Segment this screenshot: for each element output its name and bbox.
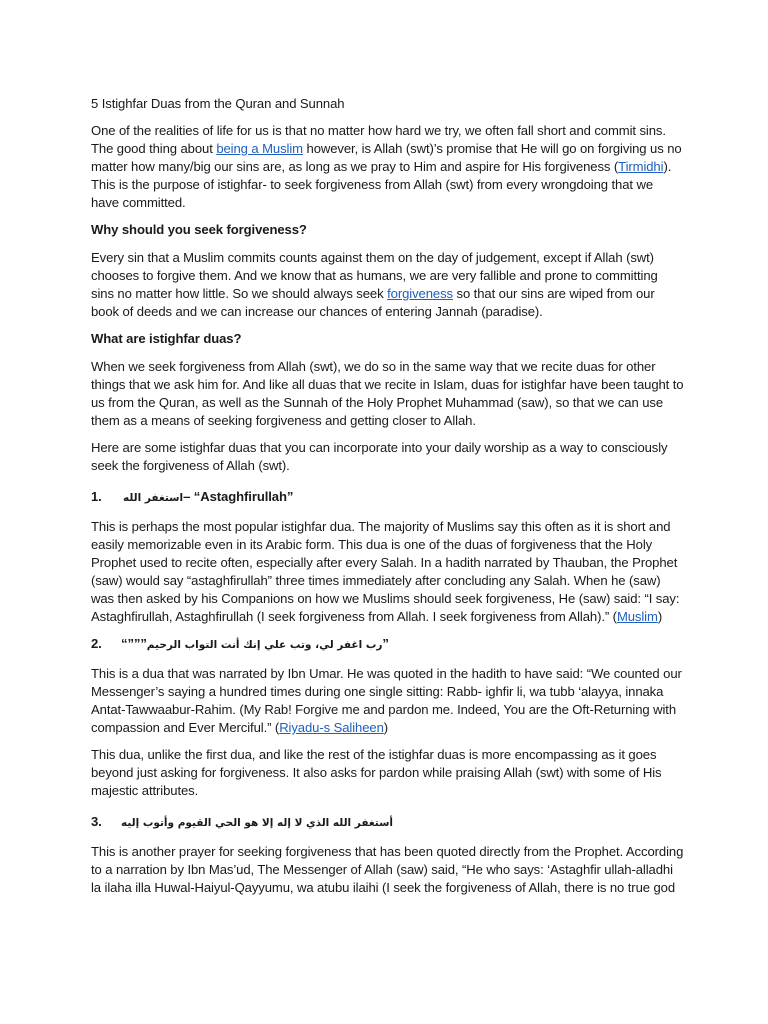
dua-1-arabic: استغفر الله [123, 492, 184, 504]
intro-paragraph [91, 122, 684, 212]
dua-3-paragraph: This is another prayer for seeking forgiveness that has been quoted directly from the Prophet. According to a narration by Ibn Mas’ud, The Messenger of Allah (saw) said, “He who says: ‘Astaghfir ullah-alladhi la ilaha illa Huwal-Haiyul-Qayyumu, wa atubu ilaihi (I seek the forgiveness of Allah, there is no true god [91, 844, 684, 895]
forgiveness-link[interactable]: forgiveness [387, 286, 453, 301]
dua-3-number: 3. [91, 814, 102, 829]
dua-2-paragraph-2: This dua, unlike the first dua, and like the rest of the istighfar duas is more encompassing as it goes beyond just asking for forgiveness. It also asks for pardon while praising Allah (swt) with some of His majestic attributes. [91, 747, 662, 798]
dua-2-heading [91, 635, 684, 654]
being-a-muslim-link[interactable]: being a Muslim [216, 141, 303, 156]
why-text-2: so that our sins are wiped from our book of deeds and we can increase our chances of entering Jannah (paradise). [91, 286, 655, 319]
intro-text-3: ). This is the purpose of istighfar- to seek forgiveness from Allah (swt) from every wrongdoing that we have committed. [91, 159, 672, 210]
riyadu-s-saliheen-link[interactable]: Riyadu-s Saliheen [279, 720, 384, 735]
what-heading: What are istighfar duas? [91, 331, 242, 346]
dua-3-heading [91, 813, 684, 832]
intro-text-2: however, is Allah (swt)’s promise that He will go on forgiving us no matter how many/big our sins are, as long as we pray to Him and aspire for His forgiveness ( [91, 141, 682, 174]
muslim-link[interactable]: Muslim [616, 609, 658, 624]
dua-2-arabic: رب اغفر لي، وتب علي إنك أنت التواب الرحيم [146, 639, 383, 651]
dua-2-quotes: “””” [121, 636, 147, 651]
dua-2-number: 2. [91, 636, 102, 651]
dua-1-heading [91, 488, 684, 507]
why-heading: Why should you seek forgiveness? [91, 222, 307, 237]
dua-1-latin: – “Astaghfirullah” [183, 489, 294, 504]
dua-1-number: 1. [91, 489, 102, 504]
dua-2-text-1: This is a dua that was narrated by Ibn Umar. He was quoted in the hadith to have said: “We counted our Messenger’s saying a hundred times during one single sitting: Rabb- ighfir li, wa tubb ‘alayya, innaka Antat-Tawwaabur-Rahim. (My Rab! Forgive me and pardon me. Indeed, You are the Oft-Returning with compassion and Ever Merciful.” ( [91, 666, 682, 735]
dua-2-paragraph [91, 665, 684, 737]
dua-2-end-quote: ” [382, 636, 389, 651]
why-text-1: Every sin that a Muslim commits counts against them on the day of judgement, except if Allah (swt) chooses to forgive them. And we know that as humans, we are very fallible and prone to committing sins no matter how little. So we should always seek [91, 250, 658, 301]
intro-text-1: One of the realities of life for us is that no matter how hard we try, we often fall short and commit sins. The good thing about [91, 123, 666, 156]
why-paragraph [91, 249, 684, 321]
document-title: 5 Istighfar Duas from the Quran and Sunnah [91, 96, 345, 111]
dua-1-paragraph [91, 518, 684, 626]
what-paragraph-2: Here are some istighfar duas that you can incorporate into your daily worship as a way to consciously seek the forgiveness of Allah (swt). [91, 440, 668, 473]
dua-1-text-2: ) [657, 609, 663, 624]
dua-2-text-2: ) [383, 720, 389, 735]
tirmidhi-link[interactable]: Tirmidhi [618, 159, 664, 174]
dua-1-text-1: This is perhaps the most popular istighfar dua. The majority of Muslims say this often as it is short and easily memorizable even in its Arabic form. This dua is one of the duas of forgiveness that the Holy Prophet used to recite often, especially after every Salah. In a hadith narrated by Thauban, the Prophet (saw) would say “astaghfirullah” three times immediately after concluding any Salah. When he (saw) was then asked by his Companions on how we Muslims should seek forgiveness, He (saw) said: “I say: Astaghfirullah, Astaghfirullah (I seek forgiveness from Allah. I seek forgiveness from Allah).” ( [91, 519, 680, 624]
dua-3-arabic: أستغفر الله الذي لا إله إلا هو الحي القيوم وأتوب إليه [121, 817, 394, 829]
what-paragraph-1: When we seek forgiveness from Allah (swt), we do so in the same way that we recite duas for other things that we ask him for. And like all duas that we recite in Islam, duas for istighfar have been taught to us from the Quran, as well as the Sunnah of the Holy Prophet Muhammad (saw), so that we can use them as a means of seeking forgiveness and getting closer to Allah. [91, 359, 684, 428]
